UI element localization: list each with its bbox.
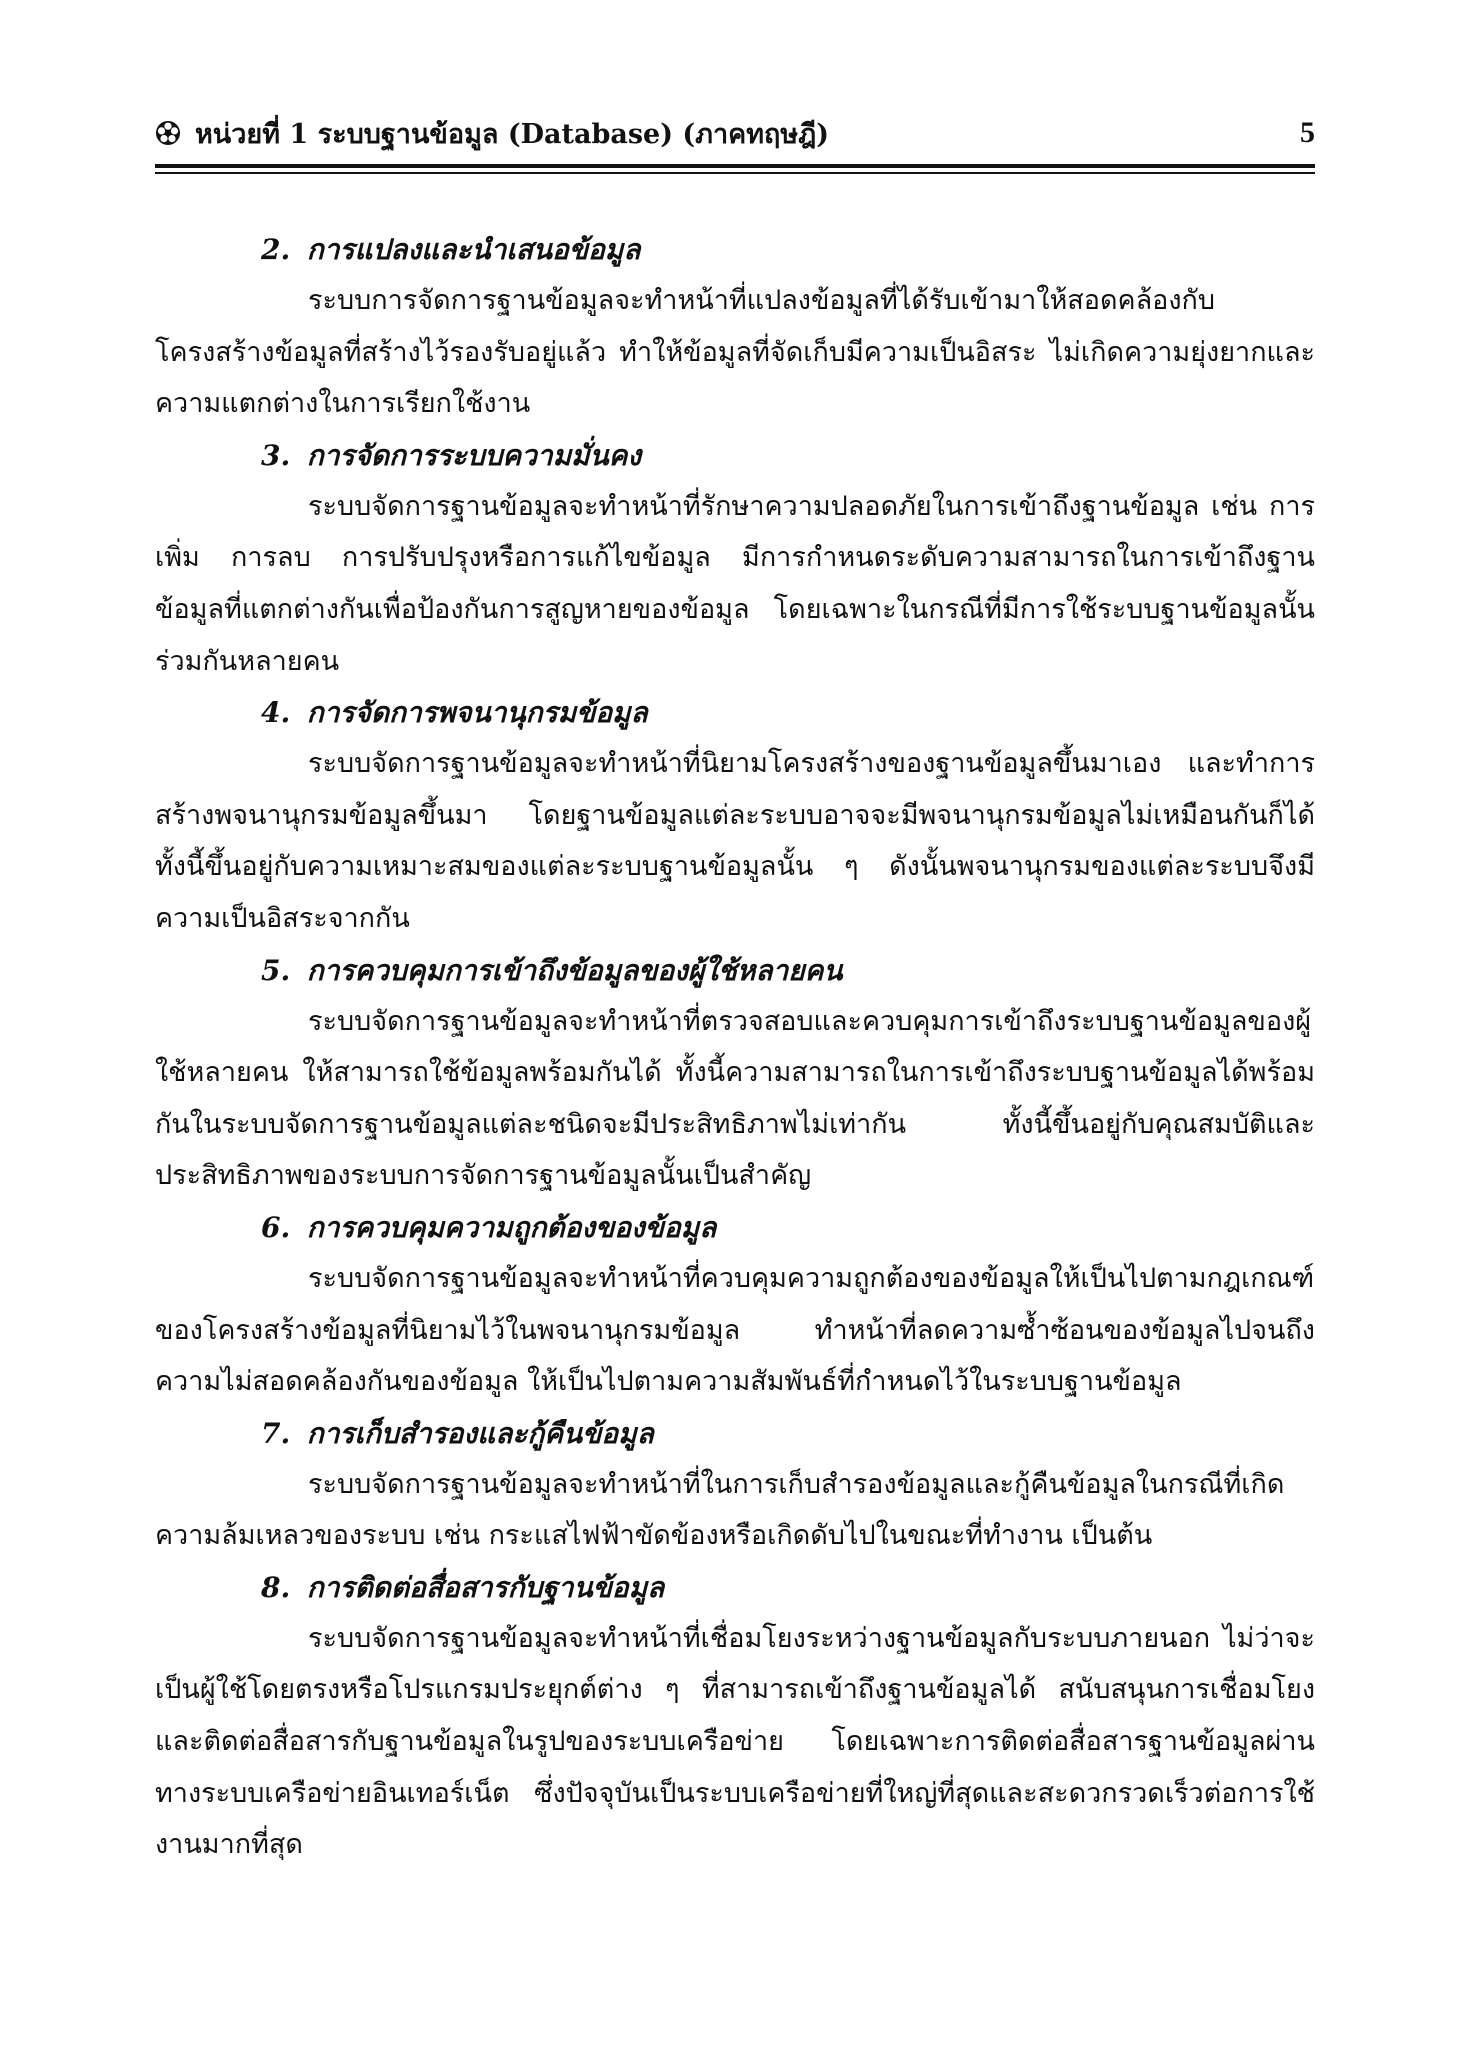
section-number: 6.	[261, 1210, 291, 1244]
section-body: ระบบจัดการฐานข้อมูลจะทำหน้าที่ในการเก็บสำรองข้อมูลและกู้คืนข้อมูลในกรณีที่เกิดความล้มเหลวของระบบ เช่น กระแสไฟฟ้าขัดข้องหรือเกิดดับไปในขณะที่ทำงาน เป็นต้น	[155, 1468, 1285, 1552]
section-4	[155, 687, 1315, 944]
section-number: 5.	[261, 953, 291, 987]
section-body: ระบบจัดการฐานข้อมูลจะทำหน้าที่เชื่อมโยงระหว่างฐานข้อมูลกับระบบภายนอก ไม่ว่าจะเป็นผู้ใช้โดยตรงหรือโปรแกรมประยุกต์ต่าง ๆ ที่สามารถเข้าถึงฐานข้อมูลได้ สนับสนุนการเชื่อมโยงและติดต่อสื่อสารกับฐานข้อมูลในรูปของระบบเครือข่าย โดยเฉพาะการติดต่อสื่อสารฐานข้อมูลผ่านทางระบบเครือข่ายอินเทอร์เน็ต ซึ่งปัจจุบันเป็นระบบเครือข่ายที่ใหญ่ที่สุดและสะดวกรวดเร็วต่อการใช้งานมากที่สุด	[155, 1622, 1315, 1861]
header-rule-thin	[155, 172, 1315, 174]
page-content	[155, 224, 1315, 1871]
section-2	[155, 224, 1315, 430]
section-number: 7.	[261, 1416, 291, 1450]
page-header	[155, 108, 1315, 158]
section-title: การควบคุมการเข้าถึงข้อมูลของผู้ใช้หลายคน	[306, 953, 843, 987]
section-heading	[155, 945, 1315, 996]
section-body: ระบบจัดการฐานข้อมูลจะทำหน้าที่นิยามโครงสร้างของฐานข้อมูลขึ้นมาเอง และทำการสร้างพจนานุกรมข้อมูลขึ้นมา โดยฐานข้อมูลแต่ละระบบอาจจะมีพจนานุกรมข้อมูลไม่เหมือนกันก็ได้ ทั้งนี้ขึ้นอยู่กับความเหมาะสมของแต่ละระบบฐานข้อมูลนั้น ๆ ดังนั้นพจนานุกรมของแต่ละระบบจึงมีความเป็นอิสระจากกัน	[155, 748, 1315, 934]
header-rule-thick	[155, 164, 1315, 168]
page-number: 5	[1300, 116, 1315, 149]
section-heading	[155, 687, 1315, 738]
header-title: หน่วยที่ 1 ระบบฐานข้อมูล (Database) (ภาคทฤษฎี)	[195, 118, 830, 150]
section-6	[155, 1202, 1315, 1408]
section-number: 8.	[261, 1570, 291, 1604]
section-heading	[155, 1202, 1315, 1253]
section-title: การเก็บสำรองและกู้คืนข้อมูล	[306, 1416, 654, 1450]
section-body: ระบบจัดการฐานข้อมูลจะทำหน้าที่ตรวจสอบและควบคุมการเข้าถึงระบบฐานข้อมูลของผู้ใช้หลายคน ให้สามารถใช้ข้อมูลพร้อมกันได้ ทั้งนี้ความสามารถในการเข้าถึงระบบฐานข้อมูลได้พร้อมกันในระบบจัดการฐานข้อมูลแต่ละชนิดจะมีประสิทธิภาพไม่เท่ากัน ทั้งนี้ขึ้นอยู่กับคุณสมบัติและประสิทธิภาพของระบบการจัดการฐานข้อมูลนั้นเป็นสำคัญ	[155, 1005, 1315, 1192]
section-heading	[155, 430, 1315, 481]
section-body: ระบบการจัดการฐานข้อมูลจะทำหน้าที่แปลงข้อมูลที่ได้รับเข้ามาให้สอดคล้องกับโครงสร้างข้อมูลที่สร้างไว้รองรับอยู่แล้ว ทำให้ข้อมูลที่จัดเก็บมีความเป็นอิสระ ไม่เกิดความยุ่งยากและความแตกต่างในการเรียกใช้งาน	[155, 285, 1315, 420]
section-3	[155, 430, 1315, 687]
section-number: 4.	[261, 696, 291, 730]
section-number: 3.	[261, 438, 291, 472]
section-heading	[155, 1562, 1315, 1613]
flower-bullet-icon	[155, 120, 181, 146]
section-body: ระบบจัดการฐานข้อมูลจะทำหน้าที่ควบคุมความถูกต้องของข้อมูลให้เป็นไปตามกฎเกณฑ์ของโครงสร้างข้อมูลที่นิยามไว้ในพจนานุกรมข้อมูล ทำหน้าที่ลดความซ้ำซ้อนของข้อมูลไปจนถึงความไม่สอดคล้องกันของข้อมูล ให้เป็นไปตามความสัมพันธ์ที่กำหนดไว้ในระบบฐานข้อมูล	[155, 1262, 1315, 1398]
header-left	[155, 112, 829, 155]
section-title: การจัดการระบบความมั่นคง	[306, 438, 642, 472]
section-5	[155, 945, 1315, 1202]
section-title: การควบคุมความถูกต้องของข้อมูล	[306, 1210, 717, 1244]
section-title: การจัดการพจนานุกรมข้อมูล	[306, 696, 648, 730]
section-8	[155, 1562, 1315, 1871]
section-7	[155, 1408, 1315, 1562]
section-heading	[155, 224, 1315, 275]
section-body: ระบบจัดการฐานข้อมูลจะทำหน้าที่รักษาความปลอดภัยในการเข้าถึงฐานข้อมูล เช่น การเพิ่ม การลบ การปรับปรุงหรือการแก้ไขข้อมูล มีการกำหนดระดับความสามารถในการเข้าถึงฐานข้อมูลที่แตกต่างกันเพื่อป้องกันการสูญหายของข้อมูล โดยเฉพาะในกรณีที่มีการใช้ระบบฐานข้อมูลนั้นร่วมกันหลายคน	[155, 490, 1315, 677]
section-title: การติดต่อสื่อสารกับฐานข้อมูล	[306, 1570, 665, 1604]
section-title: การแปลงและนำเสนอข้อมูล	[306, 233, 641, 266]
section-number: 2.	[261, 233, 291, 266]
section-heading	[155, 1408, 1315, 1459]
